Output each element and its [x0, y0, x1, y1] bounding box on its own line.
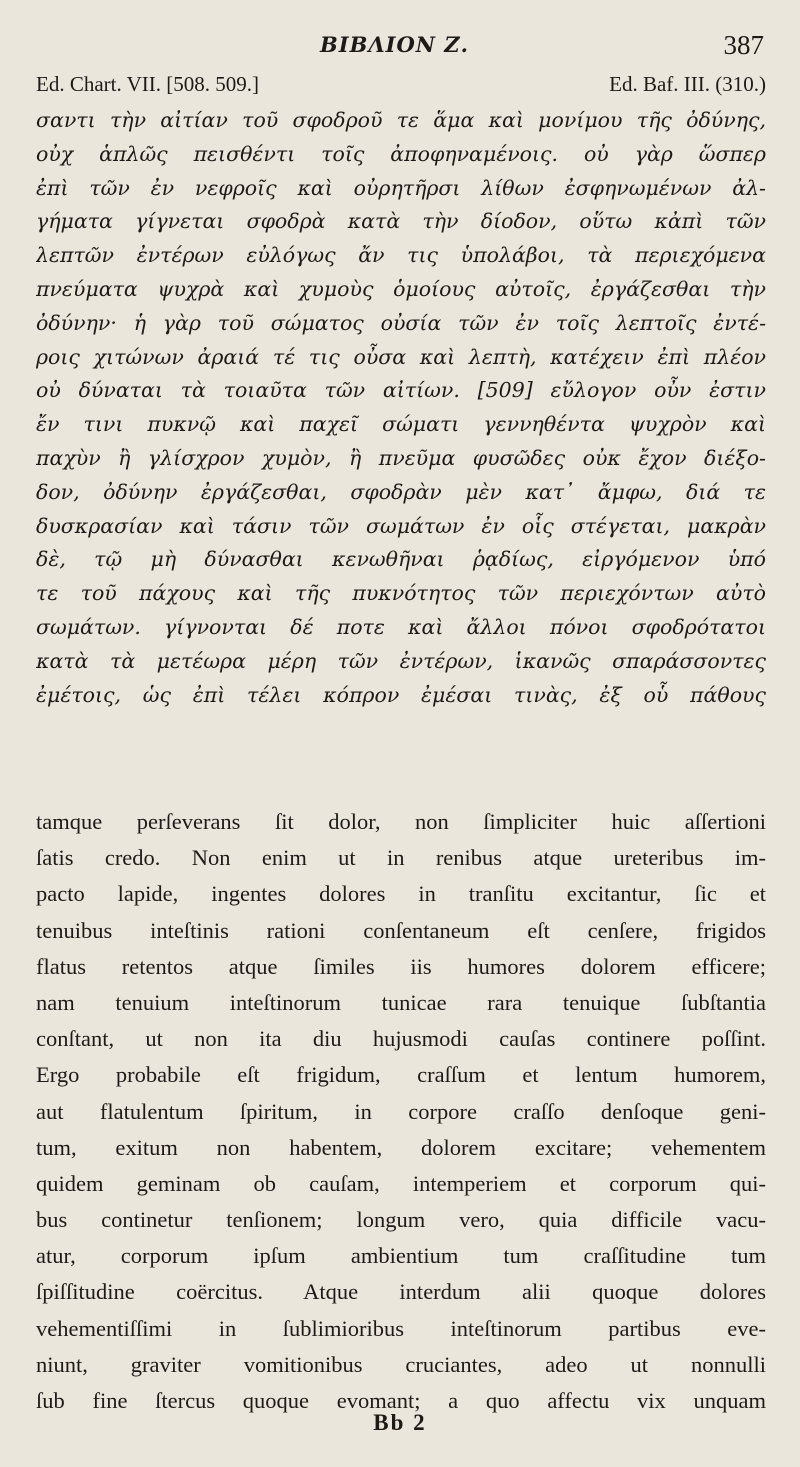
greek-line: σωμάτων. γίγνονται δέ ποτε καὶ ἄλλοι πόνοι σφοδρότατοι	[36, 614, 766, 639]
latin-line: niunt, graviter vomitionibus cruciantes, adeo ut nonnulli	[36, 1351, 766, 1377]
book-title: ΒΙΒΛΙΟΝ Ζ.	[320, 32, 469, 57]
greek-line: σαντι τὴν αἰτίαν τοῦ σφοδροῦ τε ἅμα καὶ μονίμου τῆς ὀδύνης,	[36, 108, 766, 132]
greek-line: ἐπὶ τῶν ἐν νεφροῖς καὶ οὐρητῆρσι λίθων ἐσφηνωμένων ἀλ-	[36, 175, 766, 200]
latin-line: aut flatulentum ſpiritum, in corpore craſſo denſoque geni-	[36, 1098, 766, 1124]
greek-line: πνεύματα ψυχρὰ καὶ χυμοὺς ὁμοίους αὐτοῖς, ἐργάζεσθαι τὴν	[36, 276, 766, 301]
section-gap	[36, 760, 766, 800]
greek-line: ἔν τινι πυκνῷ καὶ παχεῖ σώματι γεννηθέντα ψυχρὸν καὶ	[36, 412, 766, 437]
greek-line: ὀδύνην· ἡ γὰρ τοῦ σώματος οὐσία τῶν ἐν τοῖς λεπτοῖς ἐντέ-	[36, 310, 766, 335]
latin-line: ſatis credo. Non enim ut in renibus atque ureteribus im-	[36, 845, 766, 871]
greek-line: οὐχ ἁπλῶς πεισθέντι τοῖς ἀποφηναμένοις. οὐ γὰρ ὥσπερ	[36, 141, 766, 166]
greek-line: κατὰ τὰ μετέωρα μέρη τῶν ἐντέρων, ἱκανῶς σπαράσσοντες	[36, 648, 766, 673]
signature-mark: Bb 2	[373, 1410, 427, 1435]
latin-line: tum, exitum non habentem, dolorem excitare; vehementem	[36, 1134, 766, 1160]
latin-text	[36, 804, 766, 1419]
latin-line: ſub fine ſtercus quoque evomant; a quo affectu vix unquam	[36, 1388, 766, 1413]
greek-line: ροις χιτώνων ἀραιά τέ τις οὖσα καὶ λεπτὴ, κατέχειν ἐπὶ πλέον	[36, 344, 766, 369]
page-number: 387	[723, 30, 764, 60]
greek-line: οὐ δύναται τὰ τοιαῦτα τῶν αἰτίων. [509] εὔλογον οὖν ἐστιν	[36, 378, 766, 403]
latin-line: conſtant, ut non ita diu hujusmodi cauſas continere poſſint.	[36, 1026, 766, 1052]
latin-line: Ergo probabile eſt frigidum, craſſum et lentum humorem,	[36, 1062, 766, 1088]
latin-line: tamque perſeverans ſit dolor, non ſimpliciter huic aſſertioni	[36, 809, 766, 834]
greek-line: δυσκρασίαν καὶ τάσιν τῶν σωμάτων ἐν οἷς στέγεται, μακρὰν	[36, 513, 766, 538]
greek-line: δὲ, τῷ μὴ δύνασθαι κενωθῆναι ῥᾳδίως, εἰργόμενον ὑπό	[36, 547, 766, 572]
edition-basel: Ed. Baf. III. (310.)	[609, 72, 766, 96]
latin-line: flatus retentos atque ſimiles iis humores dolorem efficere;	[36, 953, 766, 979]
greek-line: παχὺν ἢ γλίσχρον χυμὸν, ἢ πνεῦμα φυσῶδες οὐκ ἔχον διέξο-	[36, 445, 766, 470]
latin-line: tenuibus inteſtinis rationi conſentaneum eſt cenſere, frigidos	[36, 917, 766, 943]
edition-chartier: Ed. Chart. VII. [508. 509.]	[36, 72, 259, 96]
latin-line: vehementiſſimi in ſublimioribus inteſtinorum partibus eve-	[36, 1315, 766, 1341]
latin-line: atur, corporum ipſum ambientium tum craſſitudine tum	[36, 1243, 766, 1269]
greek-line: ἐμέτοις, ὡς ἐπὶ τέλει κόπρον ἐμέσαι τινὰς, ἐξ οὗ πάθους	[36, 682, 766, 707]
latin-line: nam tenuium inteſtinorum tunicae rara tenuique ſubſtantia	[36, 989, 766, 1015]
greek-line: δον, ὀδύνην ἐργάζεσθαι, σφοδρὰν μὲν κατ᾽ ἄμφω, διά τε	[36, 479, 766, 504]
latin-line: ſpiſſitudine coërcitus. Atque interdum alii quoque dolores	[36, 1279, 766, 1305]
greek-line: τε τοῦ πάχους καὶ τῆς πυκνότητος τῶν περιεχόντων αὐτὸ	[36, 581, 766, 606]
greek-line: γήματα γίγνεται σφοδρὰ κατὰ τὴν δίοδον, οὕτω κἀπὶ τῶν	[36, 209, 766, 234]
latin-line: pacto lapide, ingentes dolores in tranſitu excitantur, ſic et	[36, 881, 766, 907]
latin-line: quidem geminam ob cauſam, intemperiem et corporum qui-	[36, 1170, 766, 1196]
running-head	[0, 30, 800, 64]
greek-line: λεπτῶν ἐντέρων εὐλόγως ἄν τις ὑπολάβοι, τὰ περιεχόμενα	[36, 243, 766, 268]
latin-line: bus continetur tenſionem; longum vero, quia difficile vacu-	[36, 1207, 766, 1233]
edition-line	[36, 72, 766, 102]
greek-text	[36, 104, 766, 712]
